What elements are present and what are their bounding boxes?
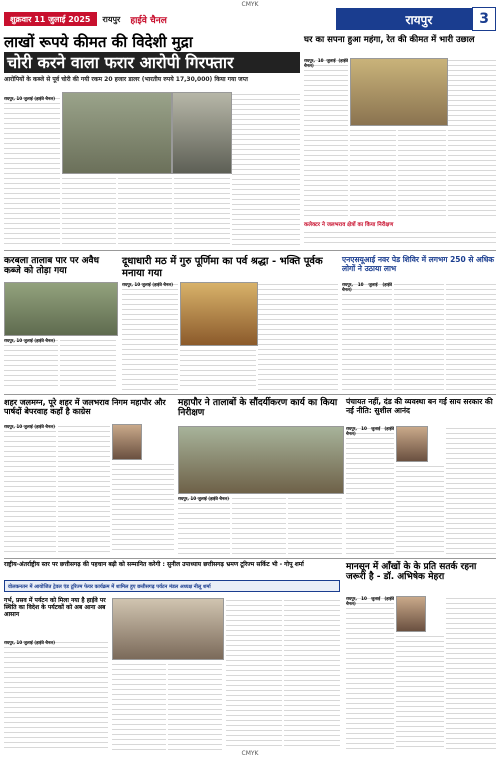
tourism-banner: वोलकनतन में आयोजित ट्रेवल एंड टूरिज्म फेयर कार्यक्रम में शामिल हुए छत्तीसगढ़ पर्यटन मंडल अध्यक्ष नीलू शर्मा [4,580,340,592]
bottom-left-dateline: रायपुर, 10 जुलाई (हाईवे चैनल) [4,640,55,645]
panchayat-portrait [396,426,428,462]
sand-story-column-4 [448,58,496,220]
camp-column-1 [342,282,392,390]
panchayat-column-2 [396,464,444,554]
nigam-column-1 [4,424,56,554]
sand-story-column-1 [304,58,348,220]
lead-photo-arrest [62,92,172,174]
lead-story-column-3 [118,176,172,246]
page-number: 3 [472,7,496,31]
section-city: रायपुर [405,12,433,27]
talab-column-1 [178,496,230,554]
camp-column-3 [446,282,496,390]
tourism-photo [112,598,224,660]
sand-photo [350,58,448,126]
bottom-print-mark: CMYK [241,750,259,757]
bottom-left-headline: गर्भ, प्रसव में पर्यटन को मिला नया है हाईवे पर स्थिति का विदेश के पर्यटकों को अब आना अब आसान [4,597,106,618]
karbala-column-1 [4,338,58,390]
masthead-paper-name: हाईवे चैनल [130,15,167,26]
top-print-mark: CMYK [241,1,259,8]
guru-purnima-column-1 [122,282,178,390]
guru-purnima-column-2 [180,348,256,390]
guru-purnima-photo [180,282,258,346]
tourism-column-1 [112,662,166,750]
masoon-column-1 [346,596,394,750]
lead-headline-line2: चोरी करने वाला फरार आरोपी गिरफ्तार [4,52,300,73]
talab-column-3 [288,496,342,554]
masthead-dateline-bar [4,12,97,26]
tourism-column-4 [284,598,340,750]
guru-purnima-dateline: रायपुर, 10 जुलाई (हाईवे चैनल) [122,282,173,287]
nigam-portrait [112,424,142,460]
section-header [336,8,496,30]
sand-story-column-2 [350,128,396,220]
talab-dateline: रायपुर, 10 जुलाई (हाईवे चैनल) [178,496,229,501]
camp-dateline: रायपुर, 10 जुलाई (हाईवे चैनल) [342,282,392,292]
lead-story-column-2 [62,176,116,246]
sand-price-headline: घर का सपना हुआ महंगा, रेत की कीमत में भारी उछाल [304,35,475,45]
sand-story-column-3 [398,128,446,220]
nigam-column-2 [58,424,110,554]
masoon-column-3 [446,596,496,750]
lead-story-column-5 [232,92,300,246]
nigam-dateline: रायपुर, 10 जुलाई (हाईवे चैनल) [4,424,55,429]
talab-column-2 [232,496,286,554]
karbala-photo [4,282,118,336]
lead-story-column-1 [4,96,60,246]
masoon-column-2 [396,634,444,750]
karbala-dateline: रायपुर, 10 जुलाई (हाईवे चैनल) [4,338,55,343]
lead-deck: आरोपियों के कब्जे से पूर्व चोरी की गयी रकम 20 हजार डालर (भारतीय रुपये 17,30,000) किया गया जप्त [4,76,248,83]
lead-story-column-4 [174,176,230,246]
guru-purnima-column-3 [258,282,338,390]
panchayat-column-3 [446,426,496,554]
divider [4,558,496,559]
bottom-left-column [4,640,108,750]
masthead [4,8,496,30]
lead-photo-accused [172,92,232,174]
divider [4,250,496,251]
collector-band-headline: कलेक्टर ने जलभराव क्षेत्रों का किया निरीक्षण [304,222,394,228]
talab-photo [178,426,344,494]
karbala-headline: करबला तालाब पार पर अवैध कब्जे को तोड़ा गया [4,256,100,277]
rashtriya-headline: राष्ट्रीय-अंतर्राष्ट्रीय स्तर पर छत्तीसगढ़ की पहचान बढ़ी को सम्मानित करेगी : सुनील उपाध्याय छत्तीसगढ़ भ्रमण टूरिज्म सर्किट भी - गोपू शर्मा [4,561,304,568]
masoon-headline: मानसून में आँखों के के प्रति सतर्क रहना जरूरी है - डॉ. अभिषेक मेहरा [346,562,477,583]
guru-purnima-headline: दूधाधारी मठ में गुरु पूर्णिमा का पर्व श्रद्धा - भक्ति पूर्वक मनाया गया [122,256,323,279]
camp-headline: एनएसयूआई नवर पेड शिविर में लगभग 250 से अधिक लोगों ने उठाया लाभ [342,255,495,273]
panchayat-column-1 [346,426,394,554]
lead-headline-line1: लाखों रूपये कीमत की विदेशी मुद्रा [4,34,300,51]
sand-dateline: रायपुर, 10 जुलाई (हाईवे चैनल) [304,58,348,68]
tourism-column-3 [226,598,282,750]
nigam-column-3 [112,462,174,554]
tourism-column-2 [168,662,222,750]
panchayat-headline: पंचायत नहीं, दंड की व्यवस्था बन गई साय सरकार की नई नीति: सुशील आनंद [346,397,493,415]
lead-story-headline [4,34,300,83]
karbala-column-2 [60,338,116,390]
camp-column-2 [394,282,444,390]
issue-date: शुक्रवार 11 जुलाई 2025 [10,14,91,24]
masthead-city: रायपुर [102,14,121,24]
collector-band-text [304,230,496,246]
masoon-portrait [396,596,426,632]
masoon-dateline: रायपुर, 10 जुलाई (हाईवे चैनल) [346,596,394,606]
lead-dateline: रायपुर, 10 जुलाई (हाईवे चैनल) [4,96,55,101]
divider [4,394,496,395]
talab-headline: महापौर ने तालाबों के सौंदर्यीकरण कार्य का किया निरीक्षण [178,398,338,419]
panchayat-dateline: रायपुर, 10 जुलाई (हाईवे चैनल) [346,426,394,436]
nigam-headline: शहर जलमग्न, पूरे शहर में जलभराव निगम महापौर और पार्षदों बेपरवाह कहाँ है काग्रेस [4,398,166,417]
